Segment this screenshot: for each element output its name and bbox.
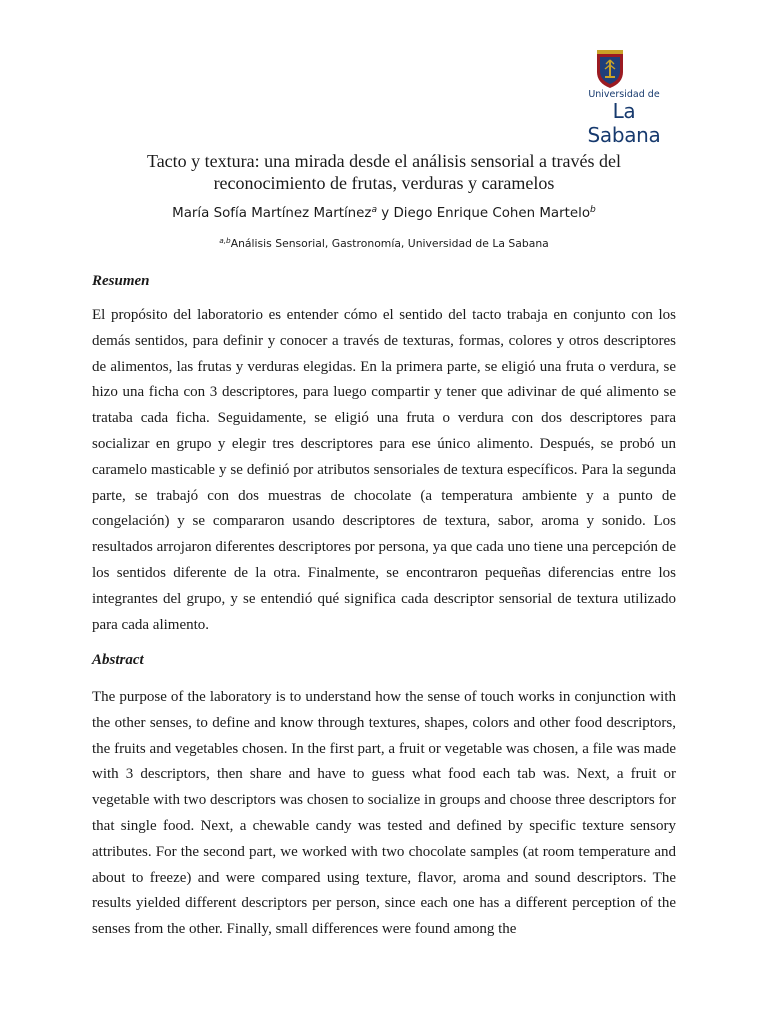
- university-logo: [574, 50, 674, 147]
- paper-title: [110, 150, 658, 194]
- resumen-paragraph: El propósito del laboratorio es entender cómo el sentido del tacto trabaja en conjunto con los demás sentidos, para definir y conocer a través de texturas, formas, colores y otros descriptores de alimentos, las frutas y verduras elegidas. En la primera parte, se eligió una fruta o verdura, se hizo una ficha con 3 descriptores, para luego compartir y tener que adivinar de qué alimento se trataba cada ficha. Seguidamente, se eligió una fruta o verdura con dos descriptores para socializar en grupo y elegir tres descriptores para ese único alimento. Después, se probó un caramelo masticable y se definió por atributos sensoriales de textura específicos. Para la segunda parte, se trabajó con dos muestras de chocolate (a temperatura ambiente y a punto de congelación) y se compararon usando descriptores de textura, sabor, aroma y sonido. Los resultados arrojaron diferentes descriptores por persona, ya que cada uno tiene una percepción de los sentidos diferente de la otra. Finalmente, se encontraron pequeñas diferencias entre los integrantes del grupo, y se entendió qué significa cada descriptor sensorial de textura utilizado para cada alimento.: [92, 307, 676, 633]
- logo-university-label: Universidad de: [588, 89, 660, 100]
- author-connector: y: [377, 206, 394, 221]
- author-1: María Sofía Martínez Martínez: [172, 206, 372, 221]
- affiliation-text: Análisis Sensorial, Gastronomía, Universidad de La Sabana: [230, 237, 549, 250]
- resumen-heading: Resumen: [92, 273, 150, 289]
- abstract-heading: Abstract: [92, 652, 144, 668]
- affiliation-superscript: a,b: [219, 235, 231, 245]
- author-1-superscript: a: [371, 205, 378, 215]
- author-2-superscript: b: [590, 205, 596, 215]
- title-line-1: Tacto y textura: una mirada desde el análisis sensorial a través del: [146, 151, 622, 171]
- abstract-paragraph: The purpose of the laboratory is to understand how the sense of touch works in conjunction with the other senses, to define and know through textures, shapes, colors and other food descriptors, the fruits and vegetables chosen. In the first part, a fruit or vegetable was chosen, a file was made with 3 descriptors, then share and have to guess what food each tab was. Next, a fruit or vegetable with two descriptors was chosen to socialize in groups and choose three descriptors for that single food. Next, a chewable candy was tested and defined by specific texture sensory attributes. For the second part, we worked with two chocolate samples (at room temperature and about to freeze) and were compared using texture, flavor, aroma and sound descriptors. The results yielded different descriptors per person, since each one has a different perception of the senses from the other. Finally, small differences were found among the: [92, 689, 676, 938]
- affiliation-line: [60, 236, 708, 252]
- title-line-2: reconocimiento de frutas, verduras y caramelos: [213, 173, 555, 193]
- logo-university-name: La Sabana: [587, 99, 661, 147]
- author-2: Diego Enrique Cohen Martelo: [393, 206, 591, 221]
- university-crest-icon: [596, 50, 624, 88]
- authors-line: [60, 205, 708, 223]
